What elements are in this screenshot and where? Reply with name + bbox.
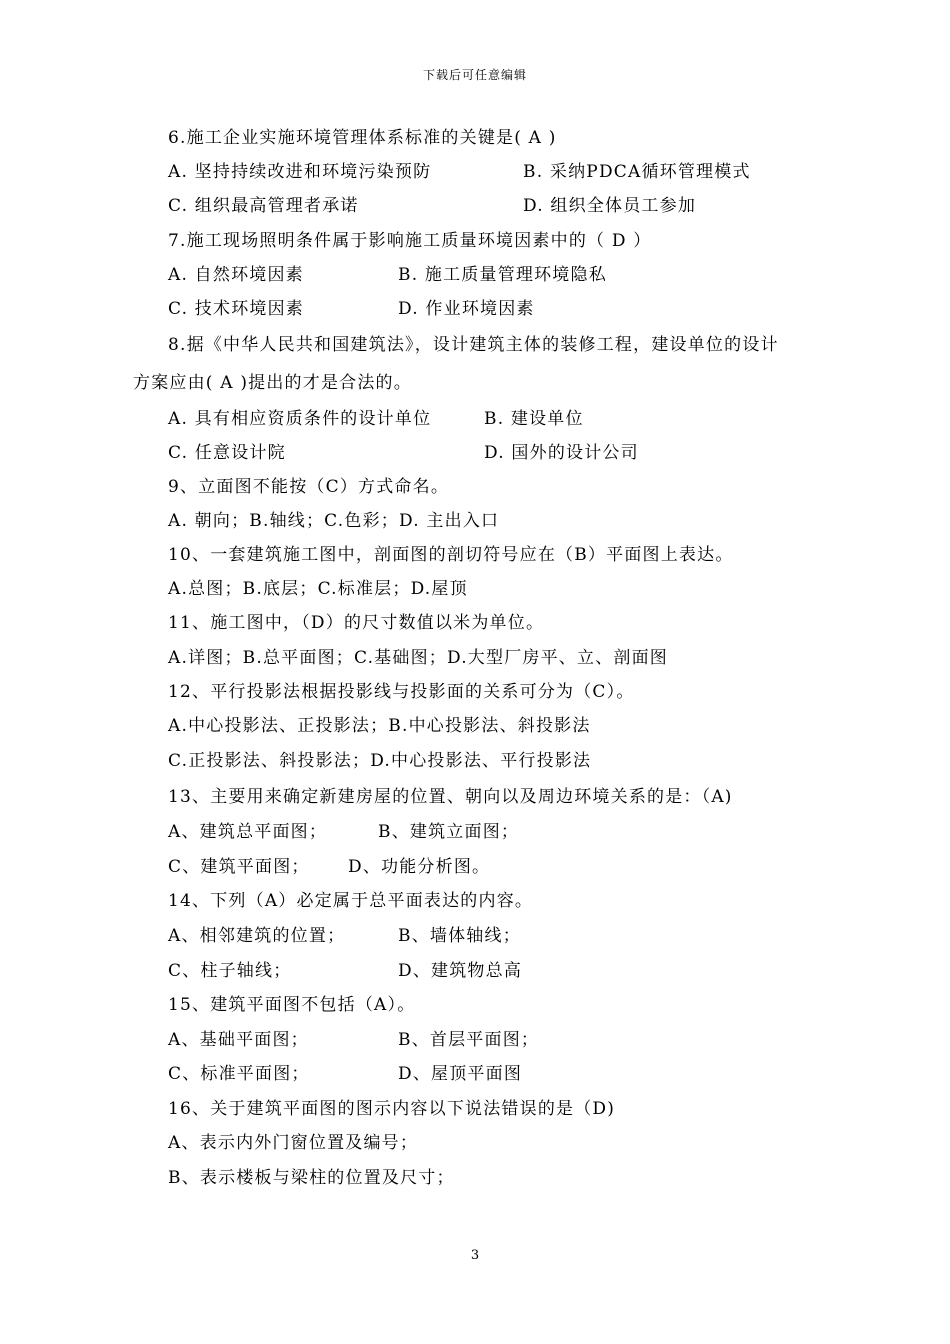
option-line xyxy=(168,821,520,843)
option-right: D. 组织全体员工参加 xyxy=(523,196,697,216)
option-right: D、屋顶平面图 xyxy=(398,1064,523,1084)
option-right: B. 建设单位 xyxy=(484,409,584,429)
option-left: C、建筑平面图； xyxy=(168,857,310,877)
option-right: B、墙体轴线； xyxy=(398,926,521,946)
question-14: 14、下列（A）必定属于总平面表达的内容。 xyxy=(168,891,534,911)
options-11: A.详图；B.总平面图；C.基础图；D.大型厂房平、立、剖面图 xyxy=(168,648,669,668)
option-line xyxy=(168,161,751,183)
question-8-cont: 方案应由( A )提出的才是合法的。 xyxy=(133,373,412,393)
options-9: A. 朝向；B.轴线；C.色彩；D. 主出入口 xyxy=(168,511,500,531)
question-10: 10、一套建筑施工图中，剖面图的剖切符号应在（B）平面图上表达。 xyxy=(168,545,734,565)
question-15: 15、建筑平面图不包括（A）。 xyxy=(168,995,416,1015)
option-left: C. 组织最高管理者承诺 xyxy=(168,196,359,216)
question-8: 8.据《中华人民共和国建筑法》，设计建筑主体的装修工程，建设单位的设计 xyxy=(168,335,779,355)
option-line xyxy=(168,960,523,982)
option-left: C、标准平面图； xyxy=(168,1064,310,1084)
option-right: B. 采纳PDCA循环管理模式 xyxy=(523,162,751,182)
option-line xyxy=(168,195,697,217)
option-left: A. 自然环境因素 xyxy=(168,265,304,285)
options-12-a: A.中心投影法、正投影法；B.中心投影法、斜投影法 xyxy=(168,716,591,736)
question-16: 16、关于建筑平面图的图示内容以下说法错误的是（D) xyxy=(168,1099,616,1119)
option-left: C. 技术环境因素 xyxy=(168,299,305,319)
option-right: D、功能分析图。 xyxy=(348,857,491,877)
option-line xyxy=(168,442,639,464)
option-line xyxy=(168,856,491,878)
options-10: A.总图；B.底层；C.标准层；D.屋顶 xyxy=(168,579,468,599)
option-right: B、建筑立面图； xyxy=(378,822,520,842)
option-left: A、基础平面图； xyxy=(168,1030,309,1050)
option-line xyxy=(168,408,584,430)
option-left: C、柱子轴线； xyxy=(168,961,292,981)
option-line xyxy=(168,298,535,320)
option-right: B、首层平面图； xyxy=(398,1030,540,1050)
question-12: 12、平行投影法根据投影线与投影面的关系可分为（C）。 xyxy=(168,682,635,702)
option-left: A. 坚持持续改进和环境污染预防 xyxy=(168,162,432,182)
question-9: 9、立面图不能按（C）方式命名。 xyxy=(168,477,450,497)
option-line xyxy=(168,1063,523,1085)
option-right: B. 施工质量管理环境隐私 xyxy=(398,265,607,285)
option-line xyxy=(168,264,607,286)
page-header: 下载后可任意编辑 xyxy=(422,68,527,82)
page-number: 3 xyxy=(470,1248,480,1263)
option-line xyxy=(168,925,521,947)
option-right: D. 国外的设计公司 xyxy=(484,443,639,463)
options-12-b: C.正投影法、斜投影法；D.中心投影法、平行投影法 xyxy=(168,751,592,771)
options-16-b: B、表示楼板与梁柱的位置及尺寸； xyxy=(168,1168,455,1188)
option-right: D. 作业环境因素 xyxy=(398,299,535,319)
option-left: A、建筑总平面图； xyxy=(168,822,328,842)
option-left: C. 任意设计院 xyxy=(168,443,286,463)
option-left: A. 具有相应资质条件的设计单位 xyxy=(168,409,432,429)
question-7: 7.施工现场照明条件属于影响施工质量环境因素中的（ D ） xyxy=(168,231,652,251)
option-line xyxy=(168,1029,540,1051)
question-6: 6.施工企业实施环境管理体系标准的关键是( A ) xyxy=(168,128,557,148)
option-right: D、建筑物总高 xyxy=(398,961,523,981)
question-13: 13、主要用来确定新建房屋的位置、朝向以及周边环境关系的是：（A) xyxy=(168,787,733,807)
option-left: A、相邻建筑的位置； xyxy=(168,926,346,946)
options-16-a: A、表示内外门窗位置及编号； xyxy=(168,1133,419,1153)
question-11: 11、施工图中，（D）的尺寸数值以米为单位。 xyxy=(168,613,545,633)
